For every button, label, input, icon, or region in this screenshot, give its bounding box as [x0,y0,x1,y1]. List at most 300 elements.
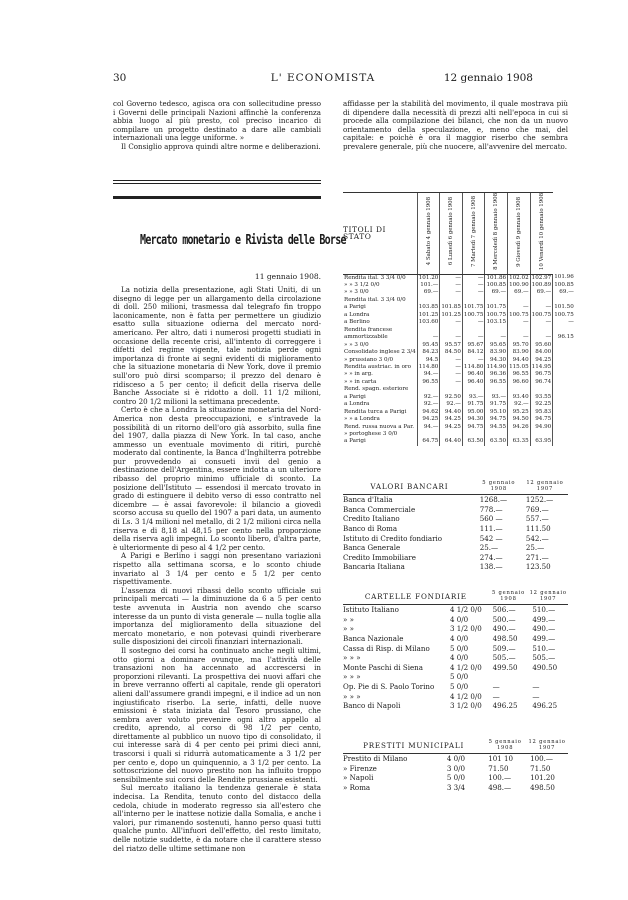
table-row [343,304,575,311]
cell-value [417,386,440,393]
table-row [343,514,568,524]
row-label: Istituto di Credito fondiario [343,533,443,543]
cell-value: — [462,289,485,296]
cell-value: 490.— [492,624,516,634]
cell-value: 506.— [492,605,516,615]
column-header: 12 gennaio 1907 [526,480,564,492]
cell-value: 94.— [417,424,440,431]
cell-value [440,297,463,304]
table-row [343,297,575,304]
row-label: Op. Pie di S. Paolo Torino [343,681,435,691]
cell-value [553,409,575,416]
cell-value: 3 3/4 [446,782,465,792]
cell-value: — [508,334,531,341]
cell-value: 4 0/0 [449,633,469,643]
column-header: 4 Sabato 4 gennaio 1908 [417,193,440,275]
cell-value: 138.— [479,562,503,572]
cell-value: 96.15 [553,334,575,341]
cell-value [553,438,575,445]
cell-value [530,327,553,334]
row-label: Bancaria Italiana [343,562,405,572]
cell-value: 499.— [532,614,556,624]
cell-value: 101.50 [554,304,574,311]
table-header-row [343,193,575,275]
row-label: a Parigi [344,304,366,311]
cell-value: 94.50 [508,416,531,423]
cell-value [462,386,485,393]
cell-value: 3 1/2 0/0 [449,701,482,711]
cell-value [530,297,553,304]
cell-value: 100.75 [554,311,574,318]
cell-value [508,327,531,334]
issue-date: 12 gennaio 1908 [443,72,533,84]
cell-value: 498.50 [492,633,518,643]
cell-value: 69.— [553,289,575,296]
cell-value: 96.40 [462,379,485,386]
right-top-text [343,100,568,152]
cell-value: — [440,379,463,386]
cell-value: 69.— [530,289,553,296]
cell-value: 94.40 [508,357,531,364]
cell-value: 103.15 [486,319,507,326]
cell-value: 94.25 [417,416,440,423]
row-label: a Parigi [344,438,366,445]
cell-value: 94.26 [508,424,531,431]
cell-value: 83.90 [508,349,531,356]
cell-value: 5 0/0 [449,643,469,653]
cell-value: 3 1/2 0/0 [449,624,482,634]
row-label: Banco di Napoli [343,701,401,711]
cell-value: 101.86 [486,274,507,281]
cell-value [553,431,575,438]
cell-value: 557.— [525,514,549,524]
article-body [113,286,321,853]
table-row [343,634,568,644]
table-row [343,342,575,349]
cell-value: 560 — [479,514,503,524]
cell-value: 111.50 [525,523,551,533]
cell-value: 101.— [417,282,440,289]
row-label: Banca Generale [343,543,401,553]
cell-value: 96.75 [530,371,553,378]
table-row [343,764,568,774]
table-row [343,505,568,515]
column-header: 9 Giovedì 9 gennaio 1908 [508,193,531,275]
cell-value: 93.— [462,394,485,401]
row-label: » » a Londra [344,416,380,423]
cell-value: 92.— [417,401,440,408]
table-row [343,371,575,378]
paragraph: Il Consiglio approva quindi altre norme e deliberazioni. [121,141,321,151]
cell-value: 4 0/0 [449,653,469,663]
cell-value: 95.65 [485,342,508,349]
table-header-row [343,740,568,751]
valori-bancari-table [343,481,568,572]
cell-value [553,424,575,431]
row-label: » » 3 1/2 0/0 [344,281,380,288]
cell-value: 63.95 [530,438,553,445]
cell-value: 271.— [525,552,549,562]
row-label: » » [343,624,354,634]
cell-value [417,297,440,304]
cell-value: 69.— [417,289,440,296]
row-label: » » in carta [344,378,377,385]
cell-value [528,672,568,682]
cell-value: 4 0/0 [446,754,465,764]
cell-value: 100.— [488,773,512,783]
row-label: a Parigi [344,393,366,400]
column-header: 6 Lunedì 6 gennaio 1908 [440,193,463,275]
row-label: Banca d'Italia [343,495,393,505]
row-label: ammortizzabile [344,334,388,341]
cell-value: 123.50 [525,562,551,572]
cell-value: 4 1/2 0/0 [449,605,482,615]
cell-value [553,297,575,304]
row-label: » » » [343,672,361,682]
cell-value: 92.— [417,394,440,401]
row-label: » » » [343,653,361,663]
cell-value: 498.— [488,782,512,792]
cell-value [553,349,575,356]
row-label: Banca Nazionale [343,633,404,643]
cell-value: 92.— [440,401,463,408]
cell-value: 114.95 [531,363,552,370]
cell-value [530,386,553,393]
cell-value: 5 0/0 [449,672,469,682]
cell-value [485,431,508,438]
row-label: » portoghese 3 0/0 [344,431,398,438]
cell-value: 100.75 [486,311,507,318]
cell-value: 100.75 [509,311,529,318]
cell-value [462,431,485,438]
cell-value: — [440,282,463,289]
cell-value: 25.— [525,543,545,553]
cell-value: 95.10 [485,409,508,416]
cell-value: — [440,319,463,326]
row-label: Prestito di Milano [343,754,408,764]
cell-value: 509.— [492,643,516,653]
row-label: » Roma [343,782,371,792]
cell-value [440,431,463,438]
cell-value: 101 10 [488,754,514,764]
cell-value: 96.55 [508,371,531,378]
row-label: a Londra [344,311,370,318]
cell-value: 103.85 [418,304,439,311]
cell-value: 114.80 [418,363,439,370]
table-title: VALORI BANCARI [370,481,449,491]
row-label: Banco di Roma [343,523,398,533]
paragraph: A Parigi e Berlino i saggi non presentano variazioni rispetto alla settimana scorsa, e lo sconto chiude invariato al 3 1/4 per cento e 5 1/2 per cento rispettivamente. [113,551,321,587]
table-row [343,312,575,319]
cell-value: 96.55 [417,379,440,386]
cell-value: 4 0/0 [449,614,469,624]
cell-value: 96.55 [485,379,508,386]
cell-value: — [440,357,463,364]
cell-value: 94.40 [440,409,463,416]
cell-value [530,431,553,438]
cell-value: 496.25 [532,701,558,711]
page-header [113,72,533,88]
cell-value [553,364,575,371]
cell-value [508,431,531,438]
cell-value: 499.50 [492,662,518,672]
cell-value: 63.50 [485,438,508,445]
table-row [343,357,575,364]
cell-value: 94.30 [462,416,485,423]
cell-value: 498.50 [530,782,555,792]
cell-value: — [440,274,463,282]
cell-value [553,386,575,393]
cell-value: 95.57 [440,342,463,349]
cell-value: 94.25 [530,357,553,364]
cell-value: 4 1/2 0/0 [449,691,482,701]
row-label: » » 3 0/0 [344,289,369,296]
row-label: » » [343,614,354,624]
table-row [343,524,568,534]
cell-value [508,386,531,393]
cell-value: 3 0/0 [446,763,465,773]
cell-value: — [440,334,463,341]
cell-value [417,327,440,334]
row-label: Credito Italiano [343,514,400,524]
table-row [343,424,575,431]
prestiti-municipali-table [343,740,568,793]
row-label: Monte Paschi di Siena [343,662,423,672]
cell-value: 91.75 [485,401,508,408]
cell-value: 778.— [479,504,503,514]
cell-value: 71.50 [488,763,509,773]
row-label: Rend. russa nuova a Par. [344,423,415,430]
cell-value: 84.23 [417,349,440,356]
cell-value [553,342,575,349]
cell-value [508,297,531,304]
cell-value: 92.50 [440,394,463,401]
cell-value: 96.40 [462,371,485,378]
cell-value: 101.25 [441,311,461,318]
cell-value: 95.00 [462,409,485,416]
cell-value: 94.30 [485,357,508,364]
cell-value: 100.85 [486,281,507,288]
cell-value: 101.25 [418,311,439,318]
table-row [343,379,575,386]
cell-value: 95.25 [508,409,531,416]
cell-value [417,431,440,438]
table-row [343,282,575,289]
row-label: » » in arg. [344,371,373,378]
column-header: 7 Martedì 7 gennaio 1908 [462,193,485,275]
cell-value: 496.25 [492,701,518,711]
dateline: 11 gennaio 1908. [254,272,321,281]
cell-value [489,672,529,682]
cell-value: 500.— [492,614,516,624]
table-row [343,644,568,654]
cell-value [462,297,485,304]
cell-value: 769.— [525,504,549,514]
cell-value: 94.75 [462,424,485,431]
divider [113,196,321,199]
cell-value: 100.— [530,754,553,764]
cell-value: 100.75 [531,311,552,318]
cell-value: 84.00 [530,349,553,356]
table-title: TITOLI DI STATO [343,193,417,275]
cell-value: 95.45 [417,342,440,349]
table-title: PRESTITI MUNICIPALI [363,740,465,750]
cell-value: 102.02 [509,274,529,281]
row-label: Rendita turca a Parigi [344,408,407,415]
cell-value: — [440,364,463,371]
table-row [343,534,568,544]
divider [113,180,321,181]
table-row [343,334,575,341]
cell-value: 101.85 [441,304,461,311]
cell-value: 94.75 [530,416,553,423]
table-row [343,438,575,445]
cell-value: 96.36 [485,371,508,378]
cell-value: 274.— [479,552,503,562]
cell-value: 101.75 [463,304,484,311]
table-row [343,431,575,438]
cell-value: 69.— [485,289,508,296]
cell-value: 95.67 [462,342,485,349]
table-row [343,605,568,615]
cell-value: 64.40 [440,438,463,445]
table-row [343,416,575,423]
row-label: » Napoli [343,773,374,783]
cell-value [553,357,575,364]
cell-value: 96.74 [530,379,553,386]
row-label: » Firenze [343,763,377,773]
row-label: Rendita austriac. in oro [344,363,411,370]
table-row [343,562,568,572]
table-row [343,289,575,296]
table-row [343,692,568,702]
cell-value [553,394,575,401]
row-label: » » » [343,691,361,701]
cell-value: 94.75 [485,416,508,423]
cell-value: 505.— [492,653,516,663]
column-header: 5 gennaio 1908 [488,739,522,751]
cell-value [485,297,508,304]
row-label: Istituto Italiano [343,605,399,615]
cell-value: 94.90 [530,424,553,431]
cell-value: 94.5 [417,357,440,364]
journal-title: L' ECONOMISTA [270,72,376,84]
left-top-text [113,100,321,152]
cell-value: 490.50 [532,662,558,672]
cell-value: 542.— [525,533,549,543]
row-label: » » 3 0/0 [344,341,369,348]
cell-value: 94.25 [440,424,463,431]
cell-value [440,386,463,393]
table-row [343,754,568,764]
table-row [343,543,568,553]
cell-value: — [508,319,531,326]
cell-value [553,371,575,378]
cell-value: 490.— [532,624,556,634]
table-row [343,615,568,625]
cell-value: — [530,304,553,311]
cell-value: 84.50 [440,349,463,356]
cell-value [440,327,463,334]
table-row [343,349,575,356]
divider [113,183,321,184]
cell-value: 96.60 [508,379,531,386]
cell-value [485,327,508,334]
row-label: a Londra [344,401,370,408]
cell-value: 100.89 [531,281,552,288]
cell-value [462,327,485,334]
column-header: 10 Venerdì 10 gennaio 1908 [530,193,553,275]
cell-value: — [532,691,540,701]
column-header: 5 gennaio 1908 [491,590,526,602]
cell-value: 71.50 [530,763,551,773]
cell-value: — [553,319,575,326]
cell-value [553,379,575,386]
column-header: 8 Mercoledì 8 gennaio 1908 [485,193,508,275]
cell-value: 114.90 [486,363,507,370]
table-row [343,773,568,783]
row-label: » prussiano 3 0/0 [344,356,394,363]
cell-value: 4 1/2 0/0 [449,662,482,672]
cell-value: 64.75 [417,438,440,445]
cell-value: 111.— [479,523,503,533]
cell-value: 92.— [508,401,531,408]
cell-value: 93.40 [508,394,531,401]
row-label: Rend. spagn. esteriore [344,386,409,393]
cell-value: 101.20 [530,773,555,783]
paragraph: affidasse per la stabilità del movimento, il quale mostrava più di dipendere dalla necessità di prezzi alti nell'epoca in cui si procede alla compilazione dei bilanci, che non da un nuovo orientamento della speculazione, e, meno che mai, del capitale: e poichè è ora il maggior riserbo che sembra prevalere generale, più che nuocere, all'avvenire del mercato. [343,99,568,151]
cell-value: — [440,371,463,378]
cell-value: 25.— [479,543,499,553]
cell-value [553,327,575,334]
table-row [343,394,575,401]
table-row [343,783,568,793]
row-label: Rendita ital. 3 3/4 0/0 [344,274,406,281]
table-row [343,386,575,393]
table-header-row [343,591,568,602]
paragraph: Certo è che a Londra la situazione monetaria del Nord-America non desta preoccupazioni, e s'intravede la possibilità di un ritorno dell'oro già assorbito, sulla fine del 1907, dalla piazza di New York. In tal caso, anche ammesso un eventuale movimento di ritiri, purchè moderato dal continente, la Banca d'Inghilterra potrebbe pur provvedendo ai consueti invii del genio a destinazione dell'Argentina, essere indotta a un ulteriore ribasso del proprio minimo ufficiale di sconto. La posizione dell'Istituto — essendosi il mercato trovato in grado di estinguere il debito verso di esso contratto nel dicembre — è assai favorevole: il bilancio a giovedì scorso accusa su quello del 1907 a pari data, un aumento di Ls. 3 1/4 milioni nel metallo, di 2 1/2 milioni circa nella riserva e di 8,18 al 48,15 per cento nella proporzione della riserva agli impegni. Lo sconto libero, d'altra parte, è ulteriormente di peso al 4 1/2 per cento. [113,405,321,552]
table-row [343,409,575,416]
cell-value: 1268.— [479,495,508,505]
row-label: Rendita ital. 3 3/4 0/0 [344,296,406,303]
cell-value: 542 — [479,533,503,543]
cell-value: 95.83 [530,409,553,416]
cell-value: 100.75 [463,311,484,318]
row-label: Cassa di Risp. di Milano [343,643,430,653]
table-row [343,401,575,408]
table-row [343,319,575,326]
column-header: 5 gennaio 1908 [482,480,516,492]
cell-value: — [462,274,485,282]
cell-value: — [440,289,463,296]
column-header: 12 gennaio 1907 [529,590,567,602]
cell-value: 94.— [417,371,440,378]
cell-value: 5 0/0 [446,773,465,783]
cell-value: 510.— [532,643,556,653]
cell-value: 63.35 [508,438,531,445]
cell-value: 95.70 [508,342,531,349]
row-label: Banca Commerciale [343,504,416,514]
cell-value: 499.— [532,633,556,643]
table-row [343,653,568,663]
table-row [343,495,568,505]
cell-value: — [508,304,531,311]
cell-value: 83.90 [485,349,508,356]
column-header: 12 gennaio 1907 [528,739,566,751]
table-row [343,672,568,682]
row-label: Consolidato inglese 2 3/4 [344,349,416,356]
cell-value: 95.60 [530,342,553,349]
